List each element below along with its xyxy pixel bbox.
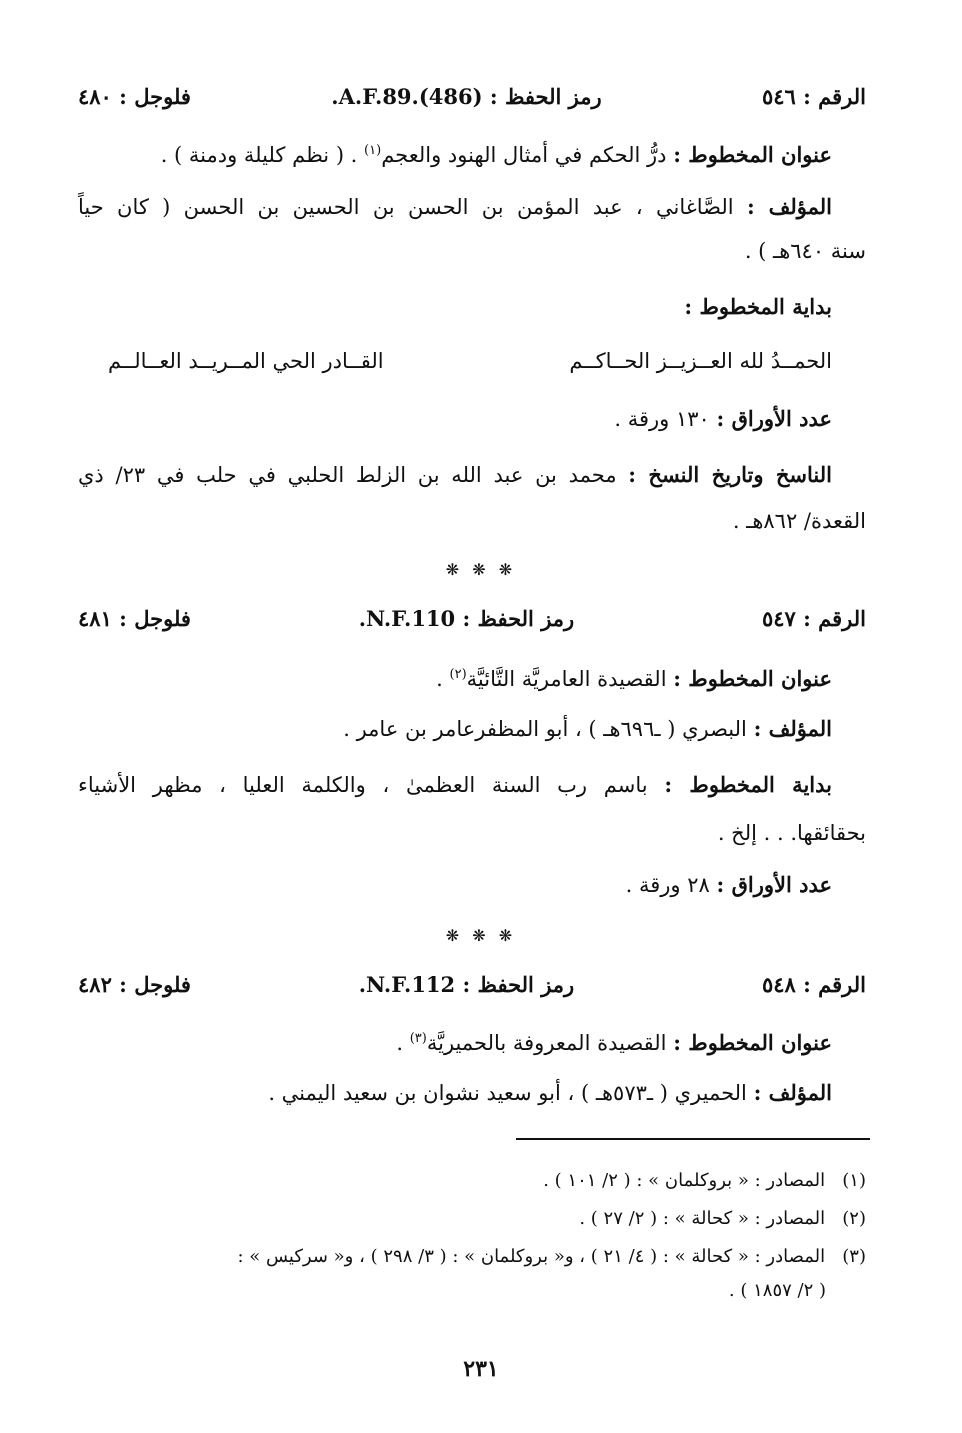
author-text: الحميري ( ـ٥٧٣هـ ) ، أبو سعيد نشوان بن سعيد اليمني . [268,1081,747,1105]
footnote-ref: (٢) [449,667,467,682]
title-label: عنوان المخطوط : [673,1030,832,1055]
entry-number: الرقم : ٥٤٨ [761,972,866,997]
beginning-label: بداية المخطوط : [664,772,832,797]
footnote-text: المصادر : « كحالة » : ( ٢/ ٢٧ ) . [579,1208,826,1229]
title-tail: . ( نظم كليلة ودمنة ) . [160,143,365,167]
separator: ❋ ❋ ❋ [445,560,517,579]
entry-header [78,970,866,1000]
shelfmark: رمز الحفظ : A.F.89.(486). [331,84,602,109]
leaves-count: ٢٨ ورقة . [625,873,710,897]
verse-hemistich-1: الحمــدُ لله العــزيــز الحــاكــم [569,349,832,373]
entry-header [78,82,866,112]
verse-hemistich-2: القــادر الحي المــريــد العــالــم [108,349,384,373]
copyist-text: محمد بن عبد الله بن الزلط الحلبي في حلب في ٢٣/ ذي [78,463,617,487]
copyist-line-2: القعدة/ ٨٦٢هـ . [732,509,866,533]
leaves-count: ١٣٠ ورقة . [614,407,710,431]
footnote-number: (٢) [842,1208,866,1229]
footnote-ref: (٣) [409,1031,427,1046]
footnote-1 [78,1168,866,1194]
title-label: عنوان المخطوط : [673,142,832,167]
title-line [78,660,866,694]
footnote-text: المصادر : « بروكلمان » : ( ٢/ ١٠١ ) . [543,1170,826,1191]
author-text: الصَّاغاني ، عبد المؤمن بن الحسن بن الحسين بن الحسن ( كان حياً [78,195,734,219]
footnote-2 [78,1206,866,1232]
flugel-number: فلوجل : ٤٨١ [78,606,191,631]
entry-number: الرقم : ٥٤٧ [761,606,866,631]
verse-line [78,346,866,376]
title-line [78,136,866,170]
shelfmark: رمز الحفظ : N.F.110. [358,606,575,631]
author-text: البصري ( ـ٦٩٦هـ ) ، أبو المظفرعامر بن عامر . [343,717,747,741]
footnote-number: (١) [842,1170,866,1191]
flugel-number: فلوجل : ٤٨٠ [78,84,191,109]
author-label: المؤلف : [746,194,833,219]
beginning-text: باسم رب السنة العظمىٰ ، والكلمة العليا ، مظهر الأشياء [78,773,648,797]
author-line [78,714,866,744]
author-label: المؤلف : [753,1080,832,1105]
footnote-number: (٣) [842,1246,866,1267]
leaves-label: عدد الأوراق : [716,872,832,897]
title-text: درُّ الحكم في أمثال الهنود والعجم [381,143,667,167]
entry-header [78,604,866,634]
copyist-label: الناسخ وتاريخ النسخ : [628,462,832,487]
title-label: عنوان المخطوط : [673,666,832,691]
beginning-line [78,770,866,800]
beginning-line-2: بحقائقها. . . إلخ . [717,821,866,845]
title-line [78,1024,866,1058]
author-line [78,1078,866,1108]
footnote-text: المصادر : « كحالة » : ( ٤/ ٢١ ) ، و« بروكلمان » : ( ٣/ ٢٩٨ ) ، و« سركيس » : [237,1246,826,1267]
footnote-rule [516,1138,870,1140]
copyist-line [78,460,866,490]
flugel-number: فلوجل : ٤٨٢ [78,972,191,997]
author-label: المؤلف : [753,716,832,741]
footnote-3-continued: ( ٢/ ١٨٥٧ ) . [728,1280,826,1301]
author-line-2: سنة ٦٤٠هـ ) . [744,239,866,263]
separator: ❋ ❋ ❋ [445,926,517,945]
title-tail: . [436,667,450,691]
author-line [78,192,866,222]
footnote-ref: (١) [364,143,382,158]
leaves-label: عدد الأوراق : [716,406,832,431]
leaves-line [78,870,866,900]
title-text: القصيدة العامريَّة التَّائيَّة [466,667,667,691]
title-tail: . [396,1031,410,1055]
entry-number: الرقم : ٥٤٦ [761,84,866,109]
leaves-line [78,404,866,434]
page-number: ٢٣١ [463,1356,499,1382]
title-text: القصيدة المعروفة بالحميريَّة [426,1031,667,1055]
beginning-label: بداية المخطوط : [684,294,832,319]
shelfmark: رمز الحفظ : N.F.112. [358,972,575,997]
footnote-3 [78,1244,866,1270]
